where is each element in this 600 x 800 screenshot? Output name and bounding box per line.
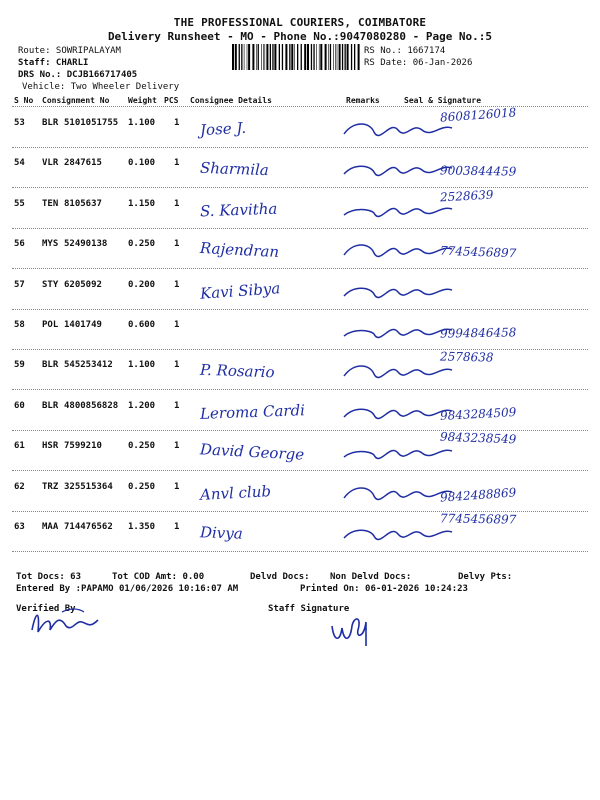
barcode-bar <box>351 44 352 70</box>
col-sno: S No <box>14 96 34 105</box>
table-row <box>0 391 600 431</box>
barcode-bar <box>347 44 349 70</box>
row-destination-code: BLR <box>42 400 59 411</box>
row-weight: 1.100 <box>128 360 156 371</box>
barcode-bar <box>266 44 268 70</box>
verified-by-signature <box>26 600 106 640</box>
total-docs: Tot Docs: 63 <box>16 572 82 582</box>
vehicle-label: Vehicle: Two Wheeler Delivery <box>22 82 180 92</box>
barcode-bar <box>256 44 257 70</box>
barcode-bar <box>330 44 331 70</box>
row-pcs: 1 <box>174 118 180 128</box>
row-consignment-number: 714476562 <box>64 522 113 532</box>
runsheet-subtitle: Delivery Runsheet - MO - Phone No.:9047080280 - Page No.:5 <box>107 30 493 43</box>
barcode-bar <box>358 44 360 70</box>
row-receiver-phone: 2578638 <box>439 349 494 365</box>
barcode-bar <box>354 44 355 70</box>
row-weight: 0.200 <box>128 279 156 290</box>
col-pcs: PCS <box>164 96 179 105</box>
barcode-bar <box>282 44 283 70</box>
entered-by: Entered By :PAPAMO 01/06/2026 10:16:07 AM <box>16 584 239 594</box>
row-destination-code: STY <box>42 279 59 290</box>
barcode-bar <box>232 44 234 70</box>
row-consignee-name: S. Kavitha <box>199 199 278 221</box>
table-row <box>0 310 600 350</box>
row-destination-code: VLR <box>42 158 59 169</box>
row-receiver-phone: 9003844459 <box>439 163 517 180</box>
barcode-bar <box>258 44 259 70</box>
barcode-bar <box>297 44 298 70</box>
row-sno: 60 <box>14 400 25 411</box>
barcode-bar <box>328 44 329 70</box>
barcode-bar <box>261 44 262 70</box>
row-pcs: 1 <box>174 320 180 330</box>
barcode-bar <box>239 44 240 70</box>
verified-by-label: Verified By <box>16 604 76 614</box>
row-consignment-number: 545253412 <box>64 360 113 371</box>
rs-date: RS Date: 06-Jan-2026 <box>364 58 473 68</box>
barcode-bar <box>345 44 346 70</box>
barcode-bar <box>316 44 317 70</box>
barcode-bar <box>272 44 273 70</box>
row-receiver-phone: 9994846458 <box>439 325 517 341</box>
row-sno: 62 <box>14 481 25 492</box>
barcode-bar <box>320 44 322 70</box>
total-cod: Tot COD Amt: 0.00 <box>112 572 205 582</box>
staff-signature-mark <box>326 612 376 648</box>
rs-number: RS No.: 1667174 <box>364 46 446 56</box>
barcode-bar <box>248 44 250 70</box>
barcode-bar <box>311 44 312 70</box>
row-destination-code: HSR <box>42 441 59 452</box>
printed-on: Printed On: 06-01-2026 10:24:23 <box>300 584 468 594</box>
barcode-bar <box>244 44 245 70</box>
row-pcs: 1 <box>174 279 180 290</box>
barcode-bar <box>289 44 290 70</box>
row-consignee-name: Divya <box>199 523 244 543</box>
table-row <box>0 229 600 269</box>
row-receiver-phone: 9842488869 <box>439 484 517 505</box>
row-sno: 63 <box>14 522 25 532</box>
row-weight: 1.200 <box>128 400 156 411</box>
row-destination-code: TRZ <box>42 481 59 492</box>
staff-label: Staff: CHARLI <box>18 58 89 68</box>
barcode-bar <box>247 44 248 70</box>
barcode-bar <box>263 44 264 70</box>
row-pcs: 1 <box>174 360 180 371</box>
row-signature <box>340 272 490 308</box>
barcode-bar <box>265 44 266 70</box>
row-pcs: 1 <box>174 239 180 250</box>
row-weight: 1.100 <box>128 118 156 128</box>
row-consignment-number: 6205092 <box>64 279 102 290</box>
barcode-bar <box>325 44 327 70</box>
row-sno: 57 <box>14 279 25 290</box>
col-remarks: Remarks <box>346 96 380 105</box>
barcode-bar <box>301 44 302 70</box>
delivered-docs: Delvd Docs: <box>250 572 310 582</box>
row-receiver-phone: 8608126018 <box>439 105 517 125</box>
row-receiver-phone: 9843238549 <box>439 429 517 447</box>
row-receiver-phone: 7745456897 <box>439 511 517 527</box>
row-consignee-name: Kavi Sibya <box>199 278 281 303</box>
barcode-bar <box>285 44 287 70</box>
row-weight: 1.350 <box>128 522 156 532</box>
row-consignment-number: 52490138 <box>64 239 108 250</box>
delivery-points: Delvy Pts: <box>458 572 513 582</box>
barcode-bar <box>337 44 338 70</box>
row-consignee-name: Rajendran <box>199 239 280 262</box>
barcode-bar <box>304 44 306 70</box>
barcode-bar <box>339 44 341 70</box>
row-sno: 55 <box>14 198 25 209</box>
row-destination-code: BLR <box>42 118 59 128</box>
row-destination-code: MYS <box>42 239 59 250</box>
row-pcs: 1 <box>174 481 180 492</box>
row-sno: 58 <box>14 320 25 330</box>
table-row <box>0 350 600 390</box>
barcode-bar <box>319 44 320 70</box>
col-weight: Weight <box>128 96 157 105</box>
drs-number: DRS No.: DCJB166717405 <box>18 70 138 80</box>
barcode-bar <box>307 44 309 70</box>
row-weight: 0.100 <box>128 158 156 169</box>
col-consignee: Consignee Details <box>190 96 272 105</box>
row-consignee-name: Jose J. <box>199 118 247 140</box>
col-consignment: Consignment No <box>42 96 110 105</box>
row-receiver-phone: 9843284509 <box>439 404 517 423</box>
row-divider <box>12 551 588 552</box>
row-destination-code: POL <box>42 320 59 330</box>
row-sno: 59 <box>14 360 25 371</box>
barcode-bar <box>279 44 280 70</box>
row-sno: 61 <box>14 441 25 452</box>
row-consignee-name: Leroma Cardi <box>199 400 306 423</box>
barcode-image <box>232 44 360 70</box>
row-receiver-phone: 2528639 <box>439 187 494 205</box>
barcode-bar <box>333 44 334 70</box>
barcode-bar <box>274 44 276 70</box>
row-consignee-name: Sharmila <box>199 159 270 180</box>
barcode-bar <box>241 44 242 70</box>
row-weight: 0.600 <box>128 320 156 330</box>
barcode-bar <box>252 44 254 70</box>
company-title: THE PROFESSIONAL COURIERS, COIMBATORE <box>173 16 427 29</box>
row-pcs: 1 <box>174 158 180 169</box>
barcode-bar <box>291 44 293 70</box>
row-receiver-phone: 7745456897 <box>439 243 517 261</box>
row-destination-code: MAA <box>42 522 59 532</box>
row-sno: 56 <box>14 239 25 250</box>
barcode-bar <box>294 44 295 70</box>
table-row <box>0 472 600 512</box>
row-consignment-number: 7599210 <box>64 441 102 452</box>
row-consignment-number: 4800856828 <box>64 400 119 411</box>
row-sno: 54 <box>14 158 25 169</box>
barcode-bar <box>342 44 343 70</box>
row-consignment-number: 8105637 <box>64 198 102 209</box>
row-weight: 0.250 <box>128 441 156 452</box>
row-sno: 53 <box>14 118 25 128</box>
row-consignment-number: 1401749 <box>64 320 102 330</box>
barcode-bar <box>335 44 336 70</box>
barcode-bar <box>235 44 237 70</box>
non-delivered-docs: Non Delvd Docs: <box>330 572 412 582</box>
row-consignee-name: David George <box>199 440 305 464</box>
row-weight: 1.150 <box>128 198 156 209</box>
row-weight: 0.250 <box>128 481 156 492</box>
row-consignee-name: Anvl club <box>199 481 272 504</box>
row-destination-code: TEN <box>42 198 59 209</box>
row-pcs: 1 <box>174 522 180 532</box>
table-row <box>0 105 600 148</box>
table-row <box>0 270 600 310</box>
route-label: Route: SOWRIPALAYAM <box>18 46 121 56</box>
table-row <box>0 431 600 471</box>
row-consignment-number: 325515364 <box>64 481 113 492</box>
row-consignee-name: P. Rosario <box>199 361 275 382</box>
barcode-bar <box>313 44 314 70</box>
staff-signature-label: Staff Signature <box>268 604 350 614</box>
row-consignment-number: 5101051755 <box>64 118 119 128</box>
col-seal-signature: Seal & Signature <box>404 96 482 105</box>
table-row <box>0 148 600 188</box>
row-pcs: 1 <box>174 441 180 452</box>
barcode-bar <box>270 44 271 70</box>
row-pcs: 1 <box>174 400 180 411</box>
table-row <box>0 189 600 229</box>
row-consignment-number: 2847615 <box>64 158 102 169</box>
row-destination-code: BLR <box>42 360 59 371</box>
table-row <box>0 512 600 552</box>
row-weight: 0.250 <box>128 239 156 250</box>
row-pcs: 1 <box>174 198 180 209</box>
